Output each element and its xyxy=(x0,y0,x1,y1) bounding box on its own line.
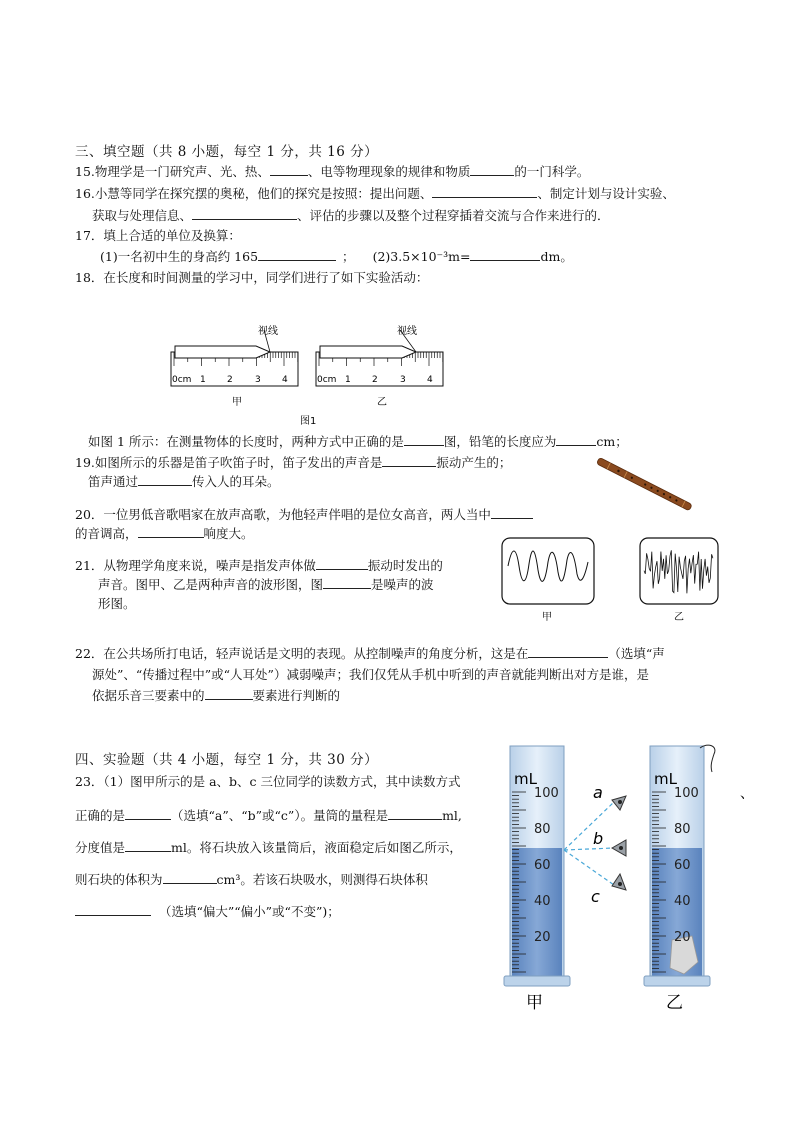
measuring-cylinder-figure xyxy=(496,740,760,1020)
q22-text-d: 要素进行判断的 xyxy=(252,688,341,703)
q19-text-d: 传入人的耳朵。 xyxy=(192,474,280,489)
q23-text-f: 则石块的体积为 xyxy=(75,872,163,887)
q18-text-c: cm； xyxy=(596,434,628,449)
q20-blank-1[interactable] xyxy=(491,506,533,519)
scale-label: 20 xyxy=(674,930,691,945)
q22-text-c: 依据乐音三要素中的 xyxy=(92,688,205,703)
cylinder-right-label: 乙 xyxy=(666,993,683,1013)
q16-text-d: 、评估的步骤以及整个过程穿插着交流与合作来进行的． xyxy=(297,208,610,223)
q16-text-a: 16.小慧等同学在探究摆的奥秘，他们的探究是按照：提出问题、 xyxy=(75,186,433,201)
q21-line3: 形图。 xyxy=(98,596,136,611)
q23-blank-3[interactable] xyxy=(125,839,171,852)
tick-label: 3 xyxy=(400,375,406,385)
sight-label-left: 视线 xyxy=(258,326,278,337)
wave-label-right: 乙 xyxy=(674,612,684,623)
question-17-answers xyxy=(100,247,573,265)
q17-separator: ； xyxy=(342,249,355,264)
q23-text-d: 分度值是 xyxy=(75,840,126,855)
unit-label-left: mL xyxy=(514,770,537,788)
q16-blank-2[interactable] xyxy=(192,207,297,220)
q19-blank-2[interactable] xyxy=(138,473,192,486)
q22-blank-1[interactable] xyxy=(528,645,608,658)
q17-part2: (2)3.5×10⁻³m= xyxy=(372,249,471,264)
q18-text-a: 如图 1 所示：在测量物体的长度时，两种方式中正确的是 xyxy=(88,434,404,449)
q23-text-b: （选填“a”、“b”或“c”）。量筒的量程是 xyxy=(171,808,389,823)
tick-label: 4 xyxy=(427,375,433,385)
q19-text-a: 19.如图所示的乐器是笛子吹笛子时，笛子发出的声音是 xyxy=(75,455,383,470)
q15-text-b: 、电等物理现象的规律和物质 xyxy=(307,164,471,179)
pencil-right xyxy=(320,346,416,358)
q23-text-e: ml。将石块放入该量筒后，液面稳定后如图乙所示， xyxy=(171,840,462,855)
q17-blank-1[interactable] xyxy=(258,248,336,261)
q17-blank-2[interactable] xyxy=(470,248,540,261)
eye-c-icon xyxy=(612,874,626,890)
sight-lines xyxy=(564,802,614,885)
q17-unit: dm。 xyxy=(540,249,573,264)
tick-label: 1 xyxy=(345,375,351,385)
q22-blank-2[interactable] xyxy=(205,687,253,700)
question-21-line1 xyxy=(75,556,443,574)
q21-blank-1[interactable] xyxy=(316,557,368,570)
q23-text-g: cm³。若该石块吸水，则测得石块体积 xyxy=(216,872,428,887)
scale-label: 100 xyxy=(534,786,559,801)
wave-box-left xyxy=(502,538,594,604)
tick-label: 2 xyxy=(227,375,233,385)
eye-label-a: a xyxy=(593,783,603,802)
tick-label: 4 xyxy=(282,375,288,385)
tick-label: 1 xyxy=(200,375,206,385)
tick-label: 2 xyxy=(372,375,378,385)
q18-title: 18．在长度和时间测量的学习中，同学们进行了如下实验活动： xyxy=(75,270,429,285)
question-22-line3 xyxy=(92,686,340,704)
q17-title: 17．填上合适的单位及换算： xyxy=(75,228,241,243)
ruler-right-label: 乙 xyxy=(377,397,387,408)
pencil-left xyxy=(175,346,270,358)
question-23-line4 xyxy=(75,870,428,888)
wave-label-left: 甲 xyxy=(542,612,552,623)
ruler-left xyxy=(171,324,298,408)
q20-text-a: 20．一位男低音歌唱家在放声高歌，为他轻声伴唱的是位女高音，两人当中 xyxy=(75,507,491,522)
q20-text-b: 的音调高， xyxy=(75,526,138,541)
question-23-line5 xyxy=(75,902,340,920)
eye-label-c: c xyxy=(591,887,600,906)
q22-text-b: （选填“声 xyxy=(608,646,665,661)
scale-label: 60 xyxy=(674,858,691,873)
question-19-line1 xyxy=(75,453,511,471)
q23-text-h: （选填“偏大”“偏小”或“不变”)； xyxy=(159,904,340,919)
tick-label: 3 xyxy=(255,375,261,385)
scale-label: 60 xyxy=(534,858,551,873)
q19-text-b: 振动产生的； xyxy=(436,455,512,470)
scale-label: 40 xyxy=(674,894,691,909)
q15-blank-2[interactable] xyxy=(470,163,514,176)
cylinder-left xyxy=(504,746,570,1013)
tick-label: 0cm xyxy=(172,375,192,385)
scale-label: 80 xyxy=(534,822,551,837)
q21-text-d: 是噪声的波 xyxy=(371,577,434,592)
q15-blank-1[interactable] xyxy=(270,163,308,176)
q20-blank-2[interactable] xyxy=(138,525,204,538)
q18-blank-2[interactable] xyxy=(556,433,596,446)
question-15 xyxy=(75,162,589,180)
q23-blank-2[interactable] xyxy=(388,807,442,820)
ruler-right xyxy=(316,324,443,408)
sight-label-right: 视线 xyxy=(397,326,417,337)
question-16-line2 xyxy=(92,206,610,224)
section4-heading: 四、实验题（共 4 小题，每空 1 分，共 30 分） xyxy=(75,752,379,768)
question-16-line1 xyxy=(75,184,675,202)
q16-text-b: 、制定计划与设计实验、 xyxy=(537,186,675,201)
question-20-line2 xyxy=(75,524,254,542)
section3-heading: 三、填空题（共 8 小题，每空 1 分，共 16 分） xyxy=(75,144,379,160)
q16-text-c: 获取与处理信息、 xyxy=(92,208,193,223)
q15-text-a: 15.物理学是一门研究声、光、热、 xyxy=(75,164,270,179)
tick-label: 0cm xyxy=(317,375,337,385)
stray-mark: 、 xyxy=(740,786,754,802)
q21-text-b: 振动时发出的 xyxy=(367,558,443,573)
q22-text-a: 22．在公共场所打电话，轻声说话是文明的表现。从控制噪声的角度分析，这是在 xyxy=(75,646,529,661)
waveform-figure xyxy=(500,536,722,626)
scale-label: 100 xyxy=(674,786,699,801)
q21-text-a: 21．从物理学角度来说，噪声是指发声体做 xyxy=(75,558,316,573)
scale-label: 40 xyxy=(534,894,551,909)
q23-text-c: ml, xyxy=(442,808,462,823)
question-18-text xyxy=(88,432,628,450)
q18-blank-1[interactable] xyxy=(404,433,444,446)
q20-text-c: 响度大。 xyxy=(203,526,254,541)
question-20-line1 xyxy=(75,505,533,523)
question-22-line1 xyxy=(75,644,665,662)
eye-label-b: b xyxy=(593,829,604,848)
cylinder-right xyxy=(644,745,715,1013)
cylinder-left-label: 甲 xyxy=(526,993,543,1013)
ruler-left-label: 甲 xyxy=(232,397,242,408)
scale-label: 20 xyxy=(534,930,551,945)
scale-label: 80 xyxy=(674,822,691,837)
question-23-line2 xyxy=(75,806,462,824)
q19-text-c: 笛声通过 xyxy=(88,474,139,489)
q23-blank-1[interactable] xyxy=(125,807,171,820)
q23-blank-4[interactable] xyxy=(163,871,217,884)
flute-image xyxy=(590,455,700,515)
q23-line1: 23．（1）图甲所示的是 a、b、c 三位同学的读数方式，其中读数方式 xyxy=(75,774,461,789)
q23-text-a: 正确的是 xyxy=(75,808,126,823)
q23-blank-5[interactable] xyxy=(75,903,151,916)
q21-blank-2[interactable] xyxy=(323,576,371,589)
q22-line2: 源处”、“传播过程中”或“人耳处”）减弱噪声；我们仅凭从手机中听到的声音就能判断出对方是谁，是 xyxy=(92,667,649,682)
eye-a-icon xyxy=(612,796,626,810)
ruler-figure xyxy=(160,318,460,430)
question-23-line3 xyxy=(75,838,462,856)
q17-part1: (1)一名初中生的身高约 165 xyxy=(100,249,259,264)
unit-label-right: mL xyxy=(654,770,677,788)
q19-blank-1[interactable] xyxy=(382,454,436,467)
q16-blank-1[interactable] xyxy=(432,185,537,198)
q15-text-c: 的一门科学。 xyxy=(514,164,590,179)
figure-caption: 图1 xyxy=(300,416,317,427)
q18-text-b: 图，铅笔的长度应为 xyxy=(443,434,557,449)
question-21-line2 xyxy=(98,575,434,593)
question-19-line2 xyxy=(88,472,280,490)
q21-text-c: 声音。图甲、乙是两种声音的波形图，图 xyxy=(98,577,324,592)
eye-b-icon xyxy=(612,840,626,856)
